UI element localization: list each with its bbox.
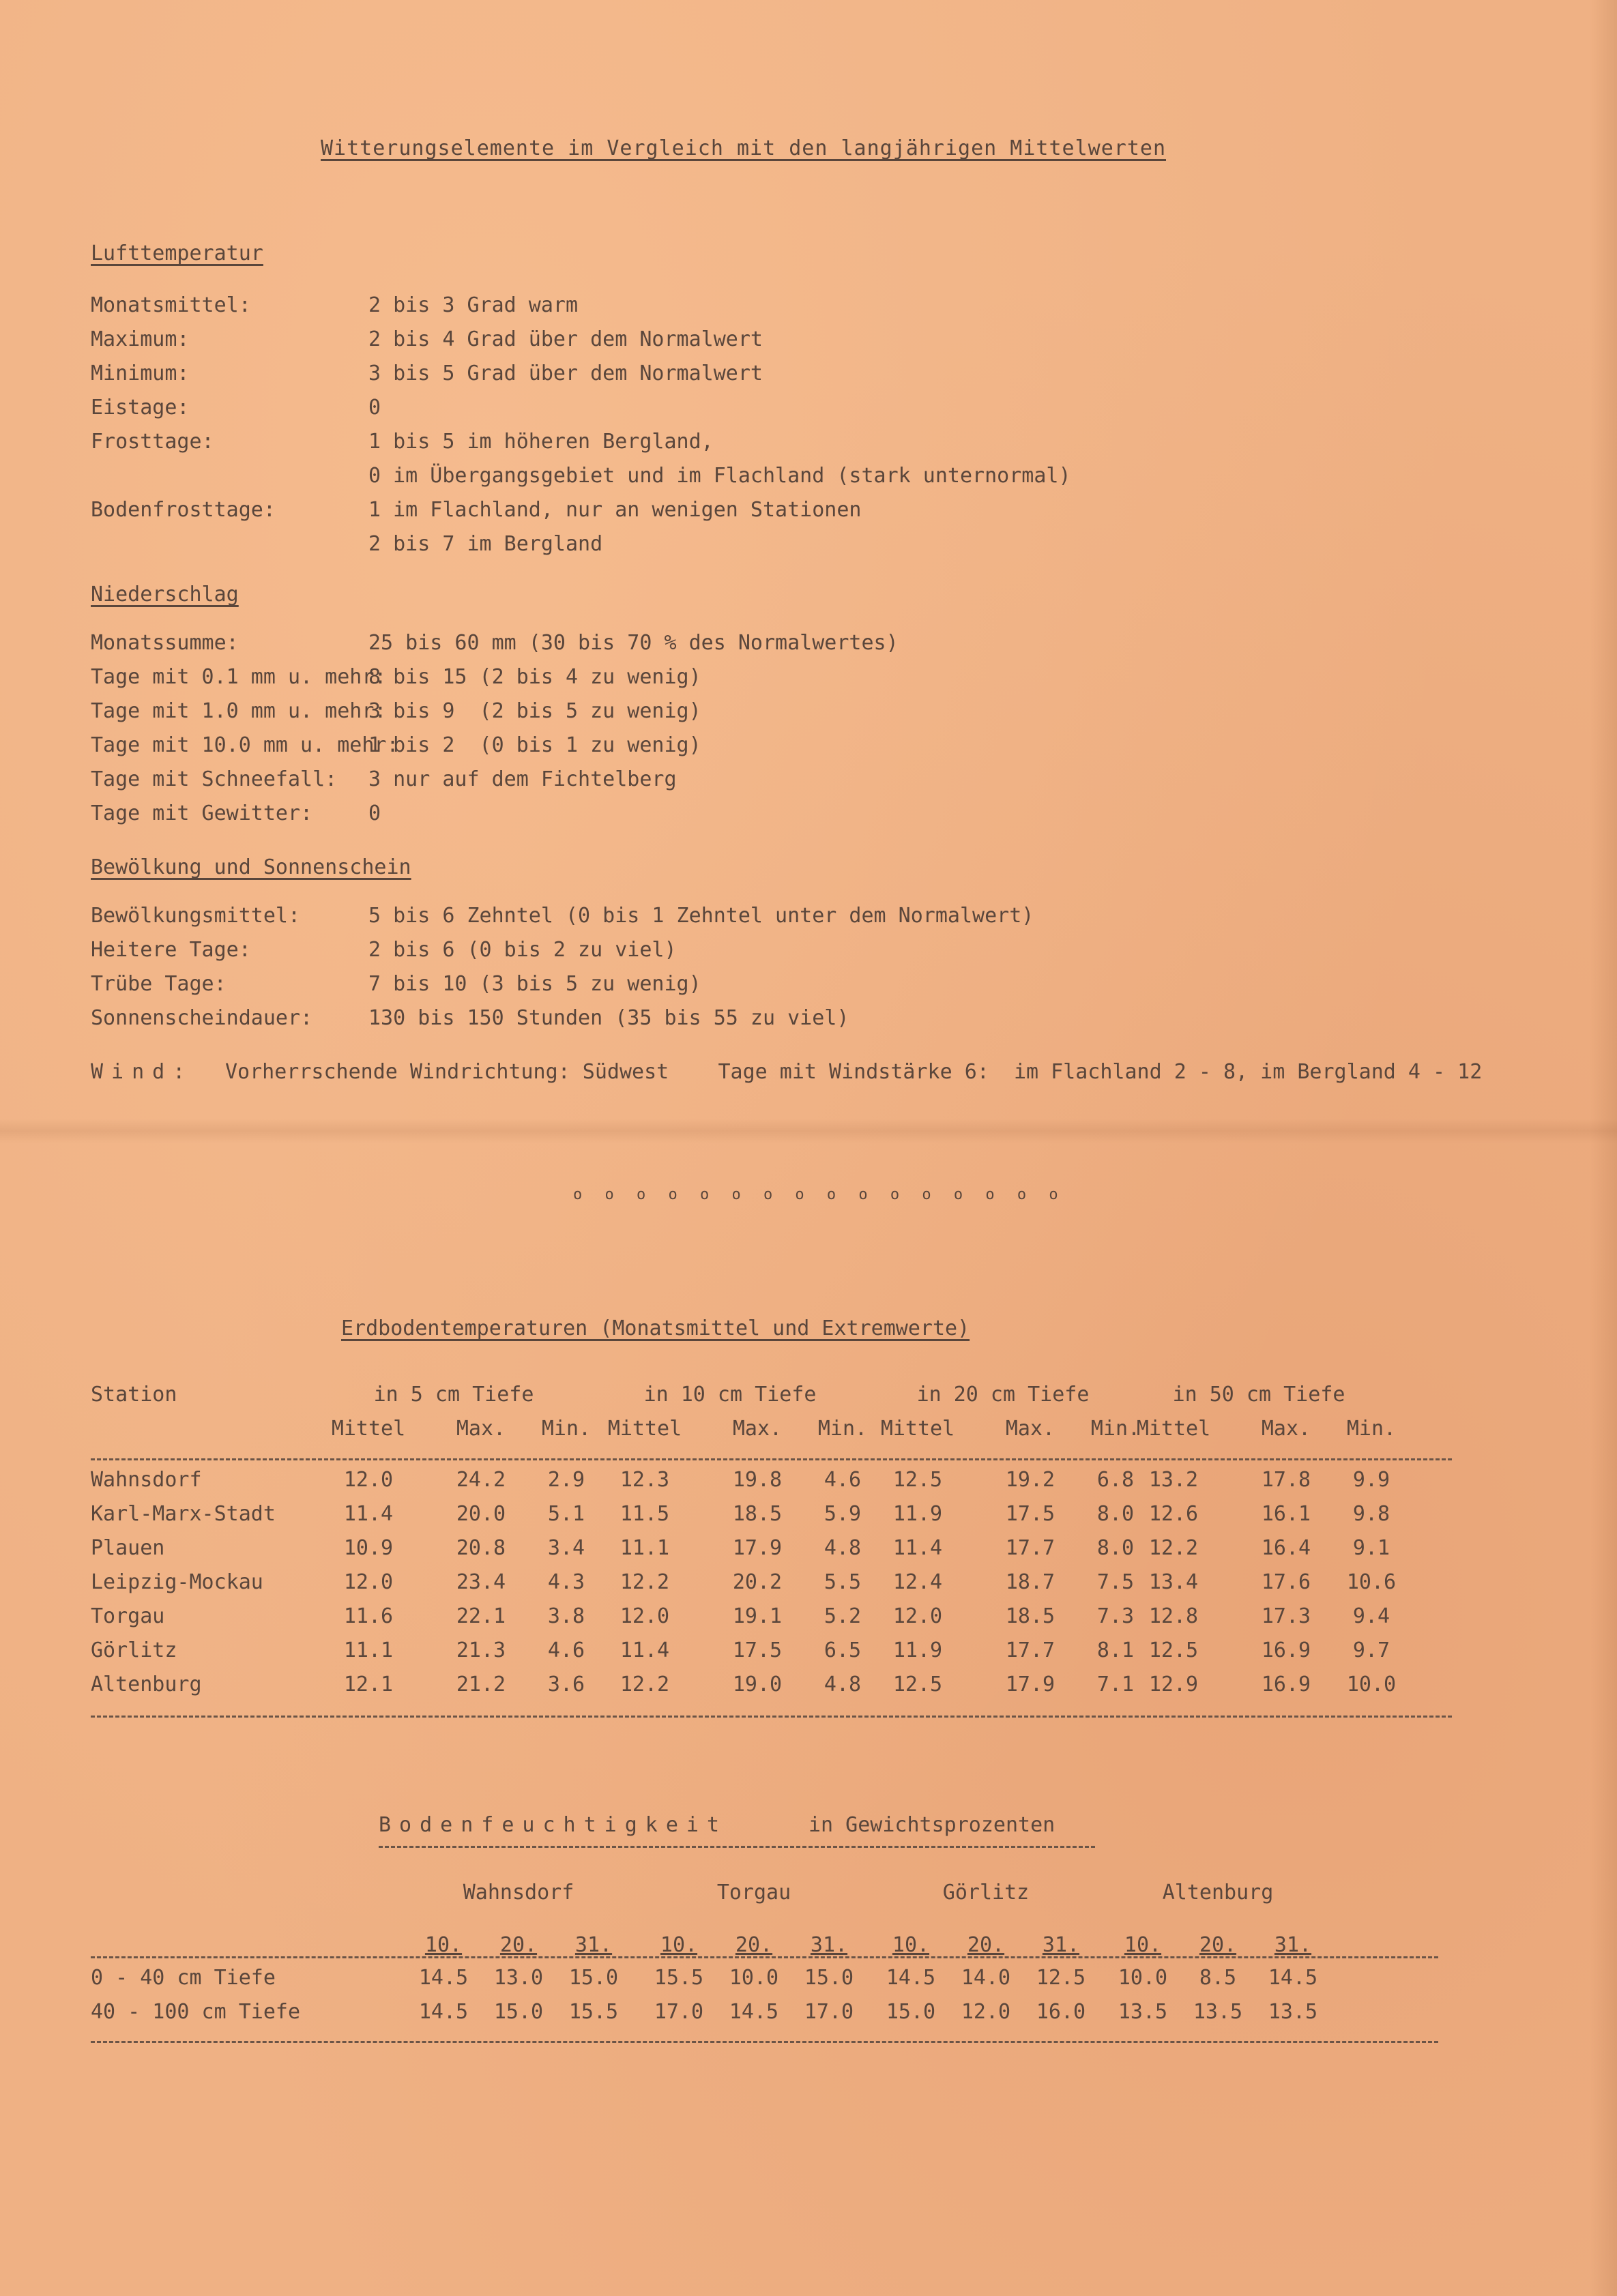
moisture-cell: 10.0 [1118,1966,1168,1990]
row-label: Minimum: [91,362,190,385]
table-cell: 11.1 [620,1536,670,1560]
station-name: Plauen [91,1536,165,1560]
table-cell: 9.8 [1352,1502,1390,1526]
moisture-row-label: 40 - 100 cm Tiefe [91,2000,301,2024]
table-cell: 17.5 [732,1638,783,1662]
table-cell: 12.0 [892,1604,943,1628]
station-column-header: Station [91,1383,177,1407]
table-cell: 4.8 [824,1673,862,1696]
depth-header: in 5 cm Tiefe [373,1383,534,1407]
table-cell: 12.4 [892,1570,943,1594]
row-value: 2 bis 4 Grad über dem Normalwert [368,327,763,351]
moisture-station-header: Torgau [716,1881,791,1904]
table-cell: 12.0 [620,1604,670,1628]
row-label: Tage mit 10.0 mm u. mehr: [91,733,399,757]
table-cell: 11.1 [343,1638,394,1662]
subheader-min: Min. [817,1417,868,1441]
row-value: 5 bis 6 Zehntel (0 bis 1 Zehntel unter dem Normalwert) [368,904,1034,928]
row-label: Monatsmittel: [91,293,251,317]
table-cell: 11.4 [892,1536,943,1560]
table-cell: 12.6 [1148,1502,1199,1526]
table-cell: 4.3 [547,1570,585,1594]
soil-moisture-title: Bodenfeuchtigkeit [379,1813,728,1837]
row-value: 2 bis 7 im Bergland [368,532,603,556]
table-cell: 11.6 [343,1604,394,1628]
row-value: 0 im Übergangsgebiet und im Flachland (stark unternormal) [368,464,1071,488]
moisture-cell: 15.0 [568,1966,619,1990]
soil-moisture-title-rule [379,1846,1095,1848]
table-cell: 11.4 [343,1502,394,1526]
table-cell: 18.5 [732,1502,783,1526]
moisture-day-header: 31. [574,1933,613,1957]
depth-header: in 10 cm Tiefe [643,1383,817,1407]
depth-header: in 20 cm Tiefe [916,1383,1090,1407]
moisture-cell: 13.0 [493,1966,544,1990]
moisture-cell: 14.5 [729,2000,779,2024]
table-cell: 13.2 [1148,1468,1199,1492]
table-cell: 22.1 [456,1604,506,1628]
table-cell: 16.9 [1261,1673,1311,1696]
subheader-min: Min. [1090,1417,1141,1441]
station-name: Leipzig-Mockau [91,1570,263,1594]
separator-dots: o o o o o o o o o o o o o o o o [573,1186,1065,1203]
row-value: 25 bis 60 mm (30 bis 70 % des Normalwertes) [368,631,899,655]
paper-edge [1590,0,1617,2296]
table-cell: 12.0 [343,1468,394,1492]
subheader-mittel: Mittel [1136,1417,1211,1441]
moisture-header-rule [91,1956,1438,1958]
table-cell: 12.8 [1148,1604,1199,1628]
moisture-station-header: Altenburg [1162,1881,1274,1904]
moisture-cell: 10.0 [729,1966,779,1990]
moisture-cell: 16.0 [1036,2000,1086,2024]
table-cell: 5.2 [824,1604,862,1628]
table-cell: 4.6 [547,1638,585,1662]
subheader-mittel: Mittel [880,1417,955,1441]
table-cell: 8.0 [1096,1536,1135,1560]
moisture-day-header: 20. [735,1933,773,1957]
moisture-cell: 15.5 [568,2000,619,2024]
table-cell: 17.7 [1005,1536,1055,1560]
table-cell: 19.0 [732,1673,783,1696]
table-cell: 16.9 [1261,1638,1311,1662]
table-cell: 8.1 [1096,1638,1135,1662]
table-cell: 3.4 [547,1536,585,1560]
moisture-cell: 14.5 [886,1966,936,1990]
row-value: 8 bis 15 (2 bis 4 zu wenig) [368,665,701,689]
table-cell: 11.9 [892,1502,943,1526]
moisture-cell: 15.0 [493,2000,544,2024]
table-cell: 11.4 [620,1638,670,1662]
row-value: 3 nur auf dem Fichtelberg [368,767,677,791]
table-cell: 24.2 [456,1468,506,1492]
subheader-max: Max. [1005,1417,1055,1441]
wind-label: Wind: [91,1060,194,1084]
row-value: 1 bis 5 im höheren Bergland, [368,430,714,454]
moisture-day-header: 10. [660,1933,698,1957]
table-cell: 3.8 [547,1604,585,1628]
row-label: Eistage: [91,396,190,420]
moisture-day-header: 10. [1124,1933,1162,1957]
station-name: Altenburg [91,1673,202,1696]
row-value: 7 bis 10 (3 bis 5 zu wenig) [368,972,701,996]
table-cell: 11.5 [620,1502,670,1526]
moisture-cell: 15.0 [804,1966,854,1990]
table-cell: 4.6 [824,1468,862,1492]
station-name: Torgau [91,1604,165,1628]
table-cell: 9.4 [1352,1604,1390,1628]
moisture-day-header: 20. [1199,1933,1237,1957]
table-cell: 5.1 [547,1502,585,1526]
table-cell: 10.9 [343,1536,394,1560]
row-label: Tage mit Schneefall: [91,767,338,791]
subheader-min: Min. [541,1417,592,1441]
table-cell: 12.3 [620,1468,670,1492]
footer-rule [91,1716,1452,1718]
table-cell: 18.7 [1005,1570,1055,1594]
moisture-day-header: 31. [810,1933,848,1957]
soil-moisture-title-unit: in Gewichtsprozenten [808,1813,1055,1837]
table-cell: 5.9 [824,1502,862,1526]
section-heading-bewoelkung: Bewölkung und Sonnenschein [91,855,411,879]
subheader-min: Min. [1346,1417,1397,1441]
moisture-day-header: 31. [1274,1933,1312,1957]
row-label: Sonnenscheindauer: [91,1006,313,1030]
table-cell: 21.3 [456,1638,506,1662]
row-value: 2 bis 6 (0 bis 2 zu viel) [368,938,677,962]
row-label: Tage mit Gewitter: [91,801,313,825]
table-cell: 17.3 [1261,1604,1311,1628]
station-name: Karl-Marx-Stadt [91,1502,276,1526]
table-cell: 12.5 [892,1468,943,1492]
table-cell: 19.2 [1005,1468,1055,1492]
table-cell: 12.2 [1148,1536,1199,1560]
moisture-cell: 13.5 [1118,2000,1168,2024]
header-rule [91,1458,1452,1460]
subheader-max: Max. [456,1417,506,1441]
moisture-cell: 12.5 [1036,1966,1086,1990]
row-value: 3 bis 9 (2 bis 5 zu wenig) [368,699,701,723]
table-cell: 16.4 [1261,1536,1311,1560]
table-cell: 10.0 [1346,1673,1397,1696]
table-cell: 11.9 [892,1638,943,1662]
moisture-cell: 14.5 [418,2000,469,2024]
subheader-max: Max. [732,1417,783,1441]
row-value: 130 bis 150 Stunden (35 bis 55 zu viel) [368,1006,849,1030]
table-cell: 21.2 [456,1673,506,1696]
table-cell: 20.2 [732,1570,783,1594]
moisture-cell: 14.5 [1268,1966,1318,1990]
row-value: 1 bis 2 (0 bis 1 zu wenig) [368,733,701,757]
section-heading-niederschlag: Niederschlag [91,583,239,606]
table-cell: 20.0 [456,1502,506,1526]
row-value: 2 bis 3 Grad warm [368,293,579,317]
table-cell: 17.5 [1005,1502,1055,1526]
table-cell: 5.5 [824,1570,862,1594]
moisture-row-label: 0 - 40 cm Tiefe [91,1966,276,1990]
table-cell: 19.1 [732,1604,783,1628]
moisture-station-header: Görlitz [942,1881,1030,1904]
table-cell: 17.6 [1261,1570,1311,1594]
moisture-day-header: 10. [424,1933,463,1957]
row-label: Tage mit 1.0 mm u. mehr: [91,699,387,723]
row-label: Bewölkungsmittel: [91,904,301,928]
table-cell: 7.1 [1096,1673,1135,1696]
subheader-max: Max. [1261,1417,1311,1441]
row-label: Tage mit 0.1 mm u. mehr: [91,665,387,689]
table-cell: 18.5 [1005,1604,1055,1628]
table-cell: 19.8 [732,1468,783,1492]
table-cell: 10.6 [1346,1570,1397,1594]
moisture-cell: 13.5 [1193,2000,1243,2024]
row-label: Bodenfrosttage: [91,498,276,522]
table-cell: 6.8 [1096,1468,1135,1492]
paper-fold [0,1119,1617,1143]
moisture-cell: 17.0 [804,2000,854,2024]
row-label: Frosttage: [91,430,214,454]
table-cell: 3.6 [547,1673,585,1696]
station-name: Wahnsdorf [91,1468,202,1492]
table-cell: 12.1 [343,1673,394,1696]
moisture-day-header: 20. [499,1933,538,1957]
moisture-cell: 12.0 [961,2000,1011,2024]
row-label: Monatssumme: [91,631,239,655]
table-cell: 17.9 [1005,1673,1055,1696]
moisture-cell: 15.0 [886,2000,936,2024]
table-cell: 9.7 [1352,1638,1390,1662]
subheader-mittel: Mittel [607,1417,682,1441]
table-cell: 12.9 [1148,1673,1199,1696]
table-cell: 2.9 [547,1468,585,1492]
table-cell: 20.8 [456,1536,506,1560]
table-cell: 23.4 [456,1570,506,1594]
table-cell: 12.5 [892,1673,943,1696]
table-cell: 4.8 [824,1536,862,1560]
row-label: Maximum: [91,327,190,351]
moisture-station-header: Wahnsdorf [463,1881,574,1904]
moisture-cell: 14.5 [418,1966,469,1990]
page-title: Witterungselemente im Vergleich mit den langjährigen Mittelwerten [321,136,1166,160]
table-cell: 7.5 [1096,1570,1135,1594]
wind-text: Vorherrschende Windrichtung: Südwest Tage mit Windstärke 6: im Flachland 2 - 8, im Bergland 4 - 12 [225,1060,1483,1084]
table-cell: 16.1 [1261,1502,1311,1526]
table-cell: 12.0 [343,1570,394,1594]
moisture-cell: 8.5 [1199,1966,1237,1990]
moisture-cell: 15.5 [654,1966,704,1990]
table-cell: 17.9 [732,1536,783,1560]
section-heading-lufttemperatur: Lufttemperatur [91,241,263,265]
depth-header: in 50 cm Tiefe [1172,1383,1345,1407]
table-cell: 9.9 [1352,1468,1390,1492]
row-value: 0 [368,396,381,420]
table-cell: 17.8 [1261,1468,1311,1492]
table-cell: 12.2 [620,1570,670,1594]
table-cell: 12.2 [620,1673,670,1696]
row-label: Heitere Tage: [91,938,251,962]
moisture-cell: 17.0 [654,2000,704,2024]
table-cell: 12.5 [1148,1638,1199,1662]
table-cell: 6.5 [824,1638,862,1662]
moisture-cell: 14.0 [961,1966,1011,1990]
table-cell: 7.3 [1096,1604,1135,1628]
table-cell: 9.1 [1352,1536,1390,1560]
station-name: Görlitz [91,1638,177,1662]
moisture-footer-rule [91,2041,1438,2043]
soil-temperature-title: Erdbodentemperaturen (Monatsmittel und Extremwerte) [341,1316,970,1340]
row-value: 3 bis 5 Grad über dem Normalwert [368,362,763,385]
table-cell: 17.7 [1005,1638,1055,1662]
row-value: 0 [368,801,381,825]
subheader-mittel: Mittel [331,1417,406,1441]
moisture-day-header: 10. [892,1933,930,1957]
table-cell: 13.4 [1148,1570,1199,1594]
row-value: 1 im Flachland, nur an wenigen Stationen [368,498,862,522]
moisture-day-header: 20. [967,1933,1005,1957]
moisture-cell: 13.5 [1268,2000,1318,2024]
table-cell: 8.0 [1096,1502,1135,1526]
moisture-day-header: 31. [1042,1933,1080,1957]
row-label: Trübe Tage: [91,972,227,996]
